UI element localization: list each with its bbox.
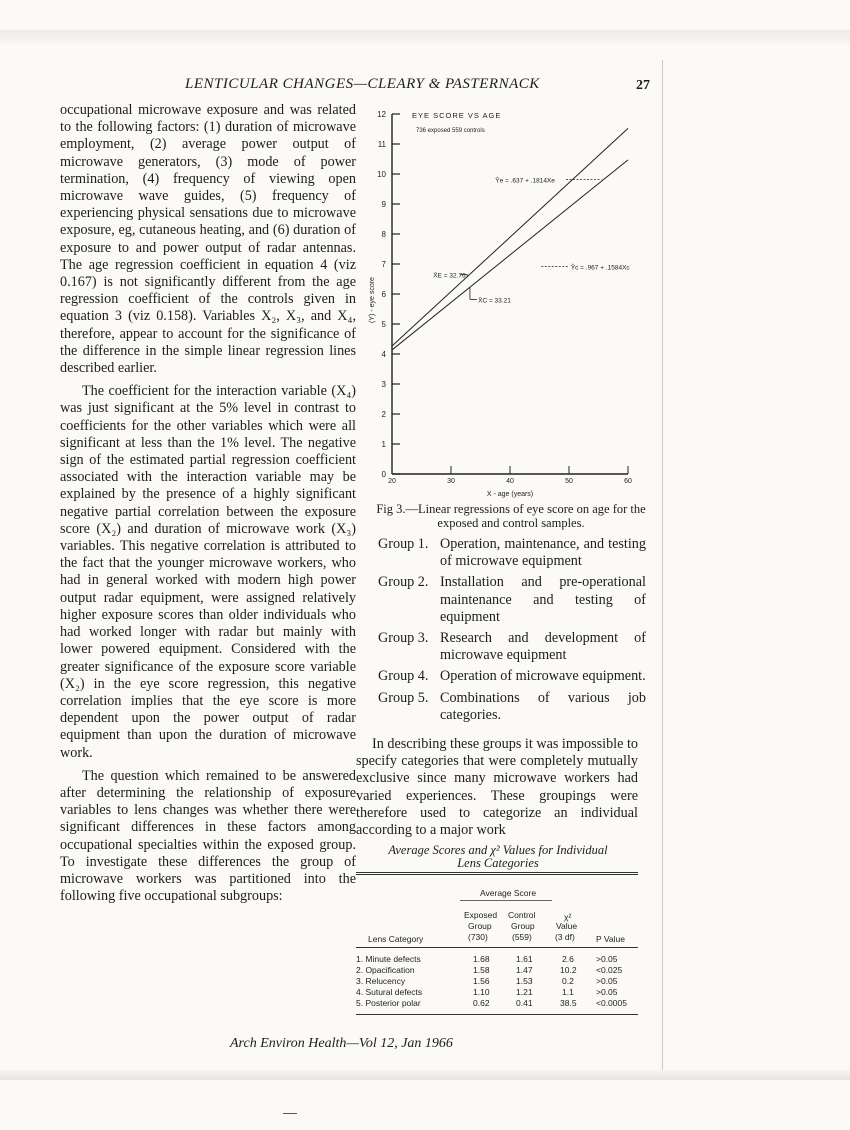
left-paragraph-3: The question which remained to be answered after determining the relationship of exposure variables to lens changes was whether there were significant differences in these factors among occupational specialties within the exposed group. To investigate these differences the group of microwave workers was partitioned into the following five occupational subgroups: (60, 767, 356, 905)
chart-title: EYE SCORE VS AGE (412, 111, 502, 120)
group-text: Combinations of various job categories. (440, 689, 646, 723)
occupational-groups (378, 536, 646, 728)
cell-chi: 1.1 (562, 987, 574, 997)
cell-category: 2. Opacification (356, 965, 415, 975)
figure-caption: Fig 3.—Linear regressions of eye score on age for the exposed and control samples. (376, 502, 646, 530)
group-label: Group 3. (378, 630, 429, 647)
group-text: Operation, maintenance, and testing of microwave equipment (440, 536, 646, 570)
journal-footer: Arch Environ Health—Vol 12, Jan 1966 (230, 1036, 453, 1051)
col-lens-category: Lens Category (368, 934, 424, 944)
table-title (356, 844, 640, 870)
x-tick-label: 30 (447, 478, 455, 485)
y-tick-label: 3 (381, 380, 386, 389)
y-tick-label: 8 (381, 230, 386, 239)
group-item (378, 630, 646, 664)
annotation-mean-exposed: X̄E = 32.76 (433, 272, 466, 280)
cell-category: 3. Relucency (356, 976, 406, 986)
right-paragraph-text: In describing these groups it was impossible to specify categories that were completely mutually exclusive since many microwave workers had varied experiences. These groupings were therefore used to categorize an individual according to a major work (356, 736, 638, 839)
cell-p: >0.05 (596, 987, 618, 997)
cell-category: 1. Minute defects (356, 954, 421, 964)
spanner-average-score: Average Score (480, 888, 537, 898)
group-label: Group 4. (378, 668, 429, 685)
cell-exposed: 0.62 (473, 998, 490, 1008)
y-tick-label: 10 (377, 170, 386, 179)
cell-p: >0.05 (596, 954, 618, 964)
x-tick-label: 40 (506, 478, 514, 485)
cell-control: 1.61 (516, 954, 533, 964)
col-exposed-3: (730) (468, 932, 488, 942)
y-tick-label: 1 (381, 440, 386, 449)
col-exposed-2: Group (468, 921, 492, 931)
cell-control: 1.53 (516, 976, 533, 986)
cell-category: 4. Sutural defects (356, 987, 423, 997)
table-title-line-2: Lens Categories (457, 856, 539, 870)
group-label: Group 2. (378, 574, 429, 591)
y-tick-label: 0 (381, 470, 386, 479)
running-head: LENTICULAR CHANGES—CLEARY & PASTERNACK (185, 76, 540, 92)
table-header-rule (356, 947, 638, 948)
cell-chi: 2.6 (562, 954, 574, 964)
cell-chi: 10.2 (560, 965, 577, 975)
cell-exposed: 1.10 (473, 987, 490, 997)
cell-control: 1.21 (516, 987, 533, 997)
chart-svg (362, 104, 654, 504)
y-tick-label: 11 (377, 140, 386, 149)
series-line-1 (392, 128, 628, 346)
page-number: 27 (636, 78, 650, 93)
series-label-exposed: Ŷe = .637 + .1814Xe (495, 177, 555, 185)
group-item (378, 536, 646, 570)
x-tick-label: 20 (388, 478, 396, 485)
col-chi-3: (3 df) (555, 932, 575, 942)
y-tick-label: 12 (377, 110, 386, 119)
series-label-control: Ŷc = .967 + .1584Xc (570, 264, 630, 272)
series-line-2 (392, 160, 628, 350)
table-title-line-1: Average Scores and χ² Values for Individual (388, 843, 608, 857)
left-paragraph-1: occupational microwave exposure and was related to the following factors: (1) duration of microwave employment, (2) average power output of microwave generators, (3) mode of power termination, (4) frequency of viewing open microwave wave guides, (5) frequency of experiencing physical sensations due to microwave exposure, eg, cutaneous heating, and (6) duration of exposure to and power output of radar antennas. The age regression coefficient in equation 4 (viz 0.167) is not significantly different from the age regression coefficient of the controls given in equation 3 (viz 0.158). Variables X₂, X₃, and X₄, therefore, appear to account for the significance of the difference in the simple linear regression lines described earlier. (60, 102, 356, 377)
y-tick-label: 7 (381, 260, 386, 269)
y-axis-label: (Y) - eye score (369, 277, 376, 323)
col-exposed-1: Exposed (464, 910, 498, 920)
group-item (378, 668, 646, 685)
left-paragraph-2: The coefficient for the interaction variable (X₄) was just significant at the 5% level in contrast to coefficients for the other variables which were all significant at less than the 1% level. The negative sign of the estimated partial regression coefficient associated with the interaction variable may be explained by the presence of a highly significant negative partial correlation between the exposure score (X₂) and duration of microwave work (X₃) variables. This negative correlation is attributed to the fact that the younger microwave workers, who had in general worked with modern high power output radar equipment, were assigned relatively higher exposure scores than older individuals who had worked longer with radar but mainly with lower powered equipment. Considered with the greater significance of the exposure score variable (X₂) in the eye score regression, this negative correlation implies that the eye score is more dependent upon the power output of radar equipment than upon the duration of microwave work. (60, 383, 356, 761)
cell-p: <0.025 (596, 965, 623, 975)
page-edge-line (662, 60, 663, 1070)
table-top-rule-2 (356, 874, 638, 875)
cell-control: 0.41 (516, 998, 533, 1008)
col-control-3: (559) (512, 932, 532, 942)
group-text: Installation and pre-operational maintenance and testing of equipment (440, 574, 646, 625)
col-control-2: Group (511, 921, 535, 931)
left-column (60, 102, 356, 905)
y-tick-label: 9 (381, 200, 386, 209)
y-tick-label: 2 (381, 410, 386, 419)
annotation-mean-control: X̄C = 33.21 (478, 297, 511, 305)
col-p-value: P Value (596, 934, 625, 944)
cell-exposed: 1.68 (473, 954, 490, 964)
y-tick-label: 6 (381, 290, 386, 299)
x-tick-label: 60 (624, 478, 632, 485)
cell-control: 1.47 (516, 965, 533, 975)
col-chi-1: χ² (564, 912, 572, 922)
scan-edge-bottom (0, 1070, 850, 1080)
table-bottom-rule (356, 1014, 638, 1015)
table-top-rule (356, 872, 638, 873)
group-text: Operation of microwave equipment. (440, 668, 646, 685)
group-item (378, 574, 646, 626)
x-axis-label: X - age (years) (486, 491, 534, 498)
cell-chi: 38.5 (560, 998, 577, 1008)
group-item (378, 690, 646, 724)
y-tick-label: 4 (381, 350, 386, 359)
cell-p: >0.05 (596, 976, 618, 986)
group-label: Group 1. (378, 536, 429, 552)
col-chi-2: Value (556, 921, 578, 931)
spanner-rule (460, 900, 552, 901)
cell-chi: 0.2 (562, 976, 574, 986)
group-text: Research and development of microwave equipment (440, 630, 646, 664)
y-tick-label: 5 (381, 320, 386, 329)
chart-subtitle: 736 exposed 559 controls (416, 128, 485, 134)
x-tick-label: 50 (565, 478, 573, 485)
page-mark (283, 1113, 297, 1114)
group-label: Group 5. (378, 689, 429, 706)
right-paragraph (356, 736, 638, 839)
col-control-1: Control (508, 910, 536, 920)
cell-category: 5. Posterior polar (356, 998, 421, 1008)
cell-exposed: 1.58 (473, 965, 490, 975)
figure-3-chart (362, 104, 654, 504)
cell-exposed: 1.56 (473, 976, 490, 986)
cell-p: <0.0005 (596, 998, 627, 1008)
scan-edge-top (0, 30, 850, 44)
